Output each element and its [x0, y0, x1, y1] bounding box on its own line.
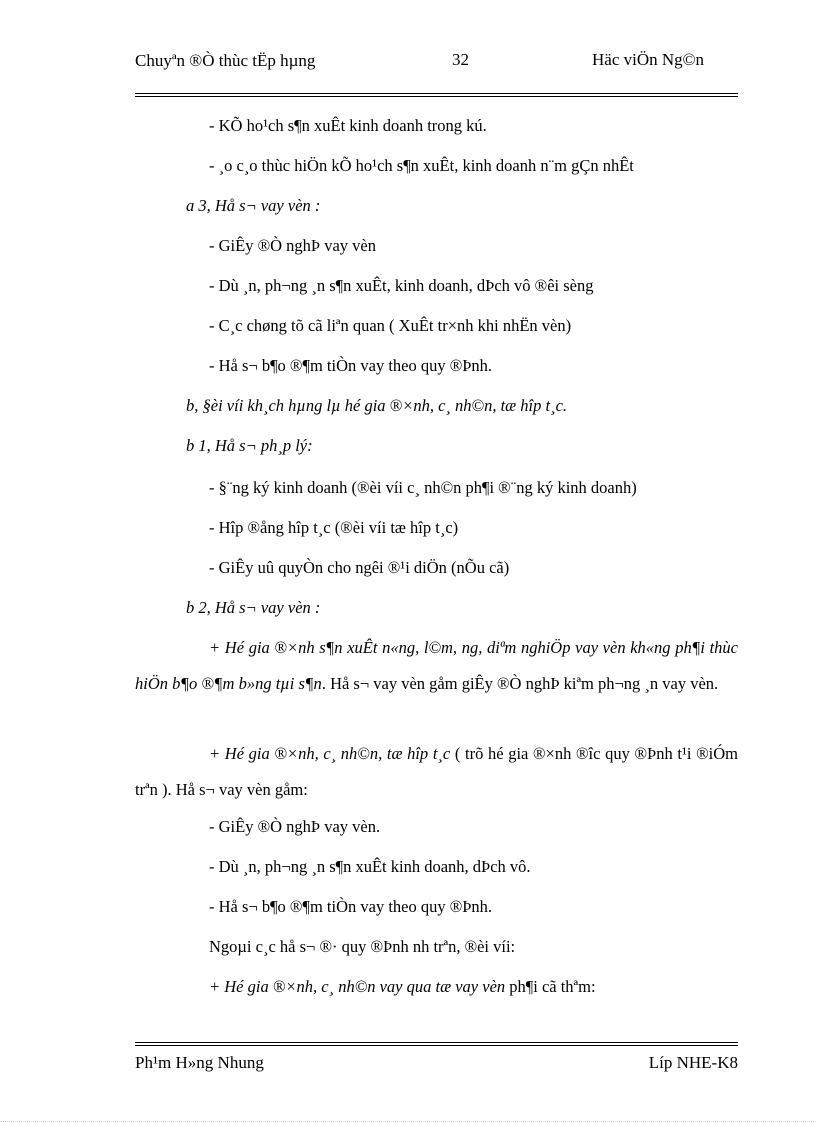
- header-rule-bottom: [135, 96, 738, 97]
- paragraph-text: ( trõ hé gia ®×nh ®îc quy ®Þnh t¹i ®iÓm trªn ). Hå s¬ vay vèn gåm:: [135, 744, 738, 799]
- paragraph-text: . Hå s¬ vay vèn gåm giÊy ®Ò nghÞ kiªm ph¬ng ¸n vay vèn.: [321, 674, 719, 693]
- header-document-title: Chuyªn ®Ò thùc tËp hµng: [135, 51, 316, 70]
- text-line: - Hå s¬ b¶o ®¶m tiÒn vay theo quy ®Þnh.: [209, 356, 493, 375]
- text-line: - Hå s¬ b¶o ®¶m tiÒn vay theo quy ®Þnh.: [209, 897, 493, 916]
- text-line: - KÕ ho¹ch s¶n xuÊt kinh doanh trong kú.: [209, 116, 487, 135]
- footer-class: Líp NHE-K8: [648, 1053, 738, 1072]
- paragraph-household-loan: [135, 630, 738, 702]
- text-line: - GiÊy ®Ò nghÞ vay vèn.: [209, 817, 381, 836]
- section-heading: b 1, Hå s¬ ph¸p lý:: [186, 436, 313, 455]
- text-line: - Dù ¸n, ph¬ng ¸n s¶n xuÊt kinh doanh, dÞch vô.: [209, 857, 531, 876]
- text-line: Ngoµi c¸c hå s¬ ®· quy ®Þnh nh trªn, ®èi víi:: [209, 937, 516, 956]
- text-line: - GiÊy uû quyÒn cho ngêi ®¹i diÖn (nÕu cã): [209, 558, 510, 577]
- text-line: - C¸c chøng tõ cã liªn quan ( XuÊt tr×nh khi nhËn vèn): [209, 316, 572, 335]
- section-heading: b, §èi víi kh¸ch hµng lµ hé gia ®×nh, c¸ nh©n, tæ hîp t¸c.: [186, 396, 568, 415]
- text-line: - ¸o c¸o thùc hiÖn kÕ ho¹ch s¶n xuÊt, kinh doanh n¨m gÇn nhÊt: [209, 156, 634, 175]
- header-rule-top: [135, 93, 738, 94]
- section-heading: a 3, Hå s¬ vay vèn :: [186, 196, 321, 215]
- header-page-number: 32: [452, 50, 469, 69]
- paragraph-cooperative-loan: [135, 736, 738, 808]
- footer-rule-bottom: [135, 1045, 738, 1046]
- text-line: - Hîp ®ång hîp t¸c (®èi víi tæ hîp t¸c): [209, 518, 459, 537]
- text-line: - GiÊy ®Ò nghÞ vay vèn: [209, 236, 376, 255]
- text-line: [209, 977, 596, 997]
- paragraph-italic-lead: + Hé gia ®×nh, c¸ nh©n, tæ hîp t¸c: [209, 744, 451, 763]
- page-edge-divider: [0, 1121, 816, 1122]
- text-line: - Dù ¸n, ph¬ng ¸n s¶n xuÊt, kinh doanh, dÞch vô ®êi sèng: [209, 276, 594, 295]
- line-text: ph¶i cã thªm:: [505, 977, 596, 996]
- header-institution: Häc viÖn Ng©n: [592, 50, 705, 69]
- text-line: - §¨ng ký kinh doanh (®èi víi c¸ nh©n ph¶i ®¨ng ký kinh doanh): [209, 478, 637, 497]
- footer-rule-top: [135, 1042, 738, 1043]
- paragraph-italic-lead: + Hé gia ®×nh s¶n xuÊt n«ng, l©m, ng, diªm nghiÖp vay vèn kh«ng ph¶i thùc hiÖn b¶o ®¶m b»ng tµi s¶n: [135, 638, 738, 693]
- section-heading: b 2, Hå s¬ vay vèn :: [186, 598, 321, 617]
- line-italic-lead: + Hé gia ®×nh, c¸ nh©n vay qua tæ vay vèn: [209, 977, 506, 996]
- footer-author: Ph¹m H»ng Nhung: [135, 1053, 264, 1072]
